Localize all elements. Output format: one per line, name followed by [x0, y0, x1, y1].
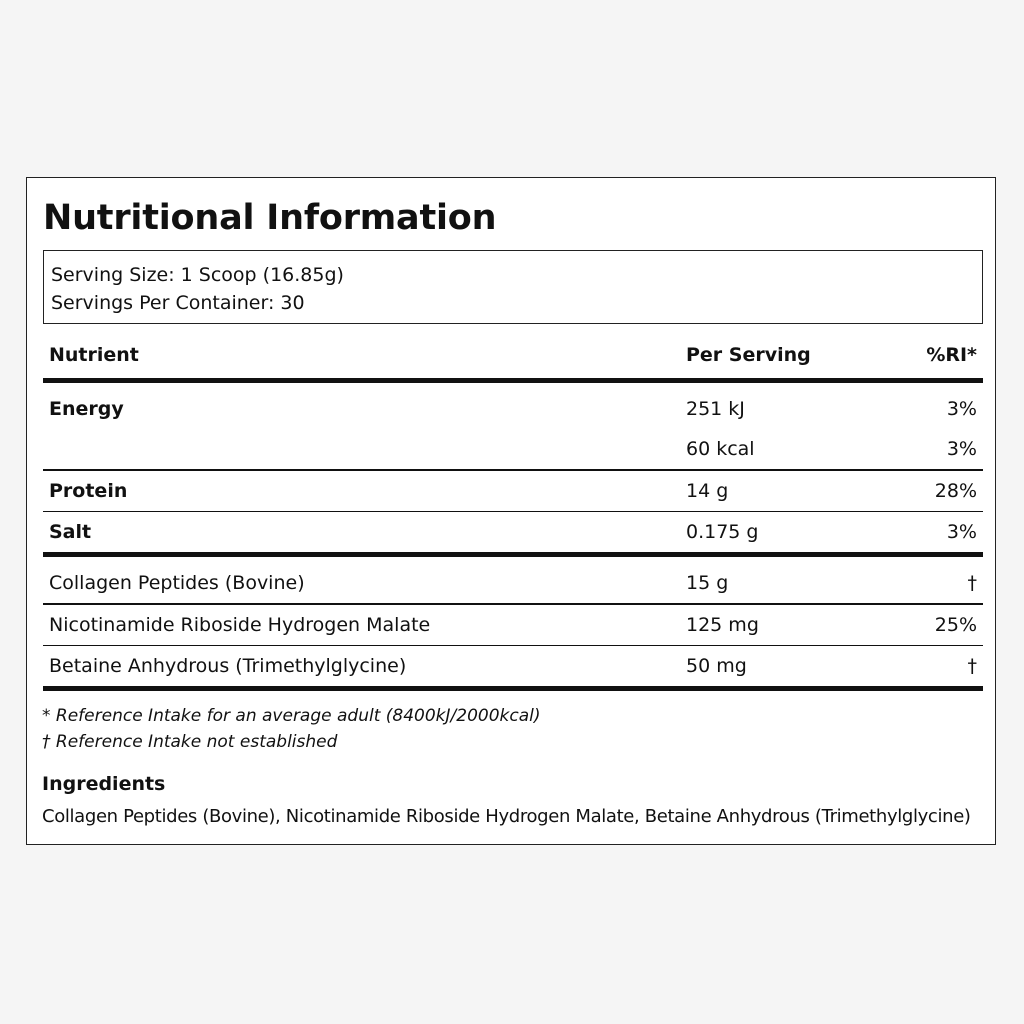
nutrient-amount: 14 g: [686, 479, 729, 502]
ingredients-title: Ingredients: [42, 773, 166, 795]
ingredients-text: Collagen Peptides (Bovine), Nicotinamide Riboside Hydrogen Malate, Betaine Anhydrous (Trimethylglycine): [42, 806, 971, 827]
footnotes: [42, 703, 541, 755]
nutrient-name: Protein: [49, 479, 128, 502]
footnote-not-established: † Reference Intake not established: [42, 732, 338, 752]
nutrient-amount: 50 mg: [686, 655, 747, 677]
nutrient-amount: 0.175 g: [686, 521, 759, 543]
table-row: [43, 389, 983, 429]
nutrition-table: [43, 333, 983, 691]
nutrient-amount: 60 kcal: [686, 438, 755, 460]
nutrient-name: Collagen Peptides (Bovine): [49, 572, 305, 594]
nutrient-amount: 15 g: [686, 572, 729, 594]
nutrition-panel: [26, 177, 996, 845]
header-nutrient: Nutrient: [49, 344, 139, 366]
table-row: [43, 512, 983, 552]
page-title: Nutritional Information: [43, 198, 497, 238]
nutrient-ri: 3%: [946, 521, 977, 543]
nutrient-name: Salt: [49, 521, 92, 543]
nutrient-name: Nicotinamide Riboside Hydrogen Malate: [49, 613, 431, 636]
serving-info-box: [43, 250, 983, 324]
nutrient-ri: 28%: [934, 479, 977, 502]
nutrient-ri: 3%: [946, 438, 977, 460]
servings-per-container: Servings Per Container: 30: [51, 292, 305, 314]
header-ri: %RI*: [926, 344, 977, 366]
nutrient-ri: †: [967, 655, 977, 677]
header-per-serving: Per Serving: [686, 344, 811, 366]
table-row: [43, 563, 983, 603]
nutrient-ri: 25%: [934, 613, 977, 636]
table-row: [43, 646, 983, 686]
nutrient-amount: 251 kJ: [686, 398, 745, 420]
nutrient-ri: 3%: [946, 398, 977, 420]
nutrient-amount: 125 mg: [686, 613, 759, 636]
serving-size: Serving Size: 1 Scoop (16.85g): [51, 264, 344, 286]
nutrient-name: Energy: [49, 398, 124, 420]
nutrient-name: Betaine Anhydrous (Trimethylglycine): [49, 655, 407, 677]
table-row: [43, 605, 983, 645]
table-row: [43, 429, 983, 469]
footnote-reference-intake: * Reference Intake for an average adult (8400kJ/2000kcal): [42, 706, 541, 726]
table-header: [43, 333, 983, 378]
table-row: [43, 471, 983, 511]
nutrient-ri: †: [967, 572, 977, 594]
divider: [43, 686, 983, 691]
